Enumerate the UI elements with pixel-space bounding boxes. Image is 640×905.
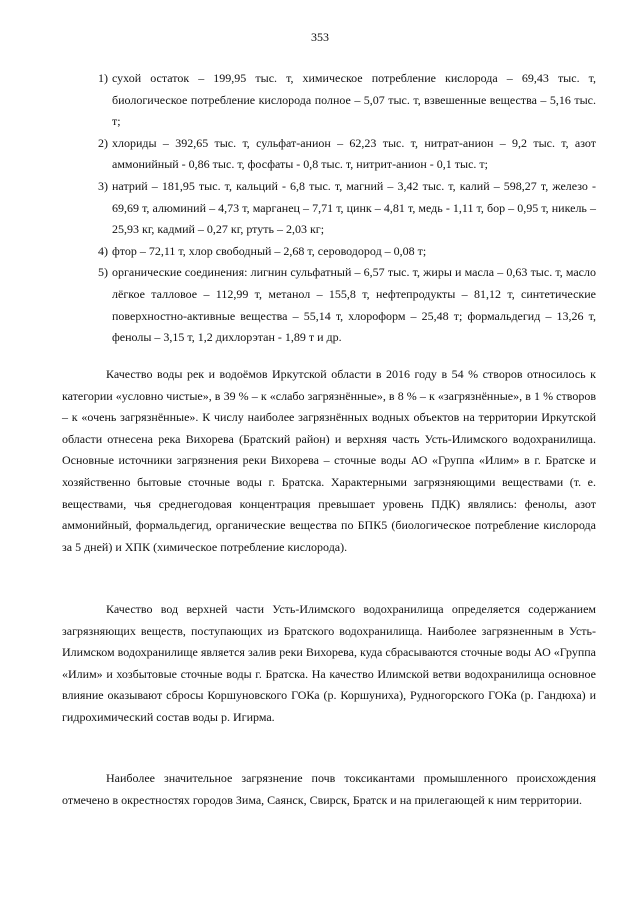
list-item-text: органические соединения: лигнин сульфатный – 6,57 тыс. т, жиры и масла – 0,63 тыс. т, масло лёгкое талловое – 112,99 т, метанол – 155,8 т, нефтепродукты – 81,12 т, синтетические поверхностно-активные вещества – 55,14 т, хлороформ – 25,48 т; формальдегид – 13,26 т, фенолы – 3,15 т, 1,2 дихлорэтан - 1,89 т и др. <box>112 265 596 345</box>
list-marker: 3) <box>98 178 108 193</box>
list-marker: 1) <box>98 71 108 85</box>
list-item <box>84 176 596 241</box>
list-item <box>84 262 596 348</box>
paragraph-soil-pollution: Наиболее значительное загрязнение почв токсикантами промышленного происхождения отмечено в окрестностях городов Зима, Саянск, Свирск, Братск и на прилегающей к ним территории. <box>62 771 596 807</box>
list-item-text: фтор – 72,11 т, хлор свободный – 2,68 т, сероводород – 0,08 т; <box>112 243 427 258</box>
list-item <box>84 68 596 133</box>
list-marker: 5) <box>98 265 108 280</box>
paragraph-water-quality: Качество воды рек и водоёмов Иркутской области в 2016 году в 54 % створов относилось к категории «условно чистые», в 39 % – к «слабо загрязнённые», в 8 % – к «загрязнённые», в 1 % створов – к «очень загрязнённые». К числу наиболее загрязнённых водных объектов на территории Иркутской области отнесена река Вихорева (Братский район) и верхняя часть Усть-Илимского водохранилища. Основные источники загрязнения реки Вихорева – сточные воды АО «Группа «Илим» в г. Братске и хозяйственно бытовые сточные воды г. Братска. Характерными загрязняющими веществами (т. е. веществами, чья среднегодовая концентрация превышает уровень ПДК) являлись: фенолы, азот аммонийный, формальдегид, органические вещества по БПК5 (биологическое потребление кислорода за 5 дней) и ХПК (химическое потребление кислорода). <box>62 367 596 554</box>
list-item-text: хлориды – 392,65 тыс. т, сульфат-анион – 62,23 тыс. т, нитрат-анион – 9,2 тыс. т, азот аммонийный - 0,86 тыс. т, фосфаты - 0,8 тыс. т, нитрит-анион - 0,1 тыс. т; <box>112 135 596 172</box>
page-number: 353 <box>311 30 329 44</box>
list-item <box>84 241 596 263</box>
pollutant-list <box>84 68 596 349</box>
list-item <box>84 133 596 176</box>
list-item-text: натрий – 181,95 тыс. т, кальций - 6,8 тыс. т, магний – 3,42 тыс. т, калий – 598,27 т, железо - 69,69 т, алюминий – 4,73 т, марганец – 7,71 т, цинк – 4,81 т, медь - 1,11 т, бор – 0,95 т, никель – 25,93 кг, кадмий – 0,27 кг, ртуть – 2,03 кг; <box>112 178 596 237</box>
paragraph-reservoir-quality: Качество вод верхней части Усть-Илимского водохранилища определяется содержанием загрязняющих веществ, поступающих из Братского водохранилища. Наиболее загрязненным в Усть-Илимском водохранилище является залив реки Вихорева, куда сбрасываются сточные воды АО «Группа «Илим» и хозбытовые сточные воды г. Братска. На качество Илимской ветви водохранилища основное влияние оказывают сбросы Коршуновского ГОКа (р. Коршуниха), Рудногорского ГОКа (р. Гандюха) и гидрохимический состав воды р. Игирма. <box>62 602 596 724</box>
list-item-text: сухой остаток – 199,95 тыс. т, химическое потребление кислорода – 69,43 тыс. т, биологическое потребление кислорода полное – 5,07 тыс. т, взвешенные вещества – 5,16 тыс. т; <box>112 71 596 129</box>
list-marker: 4) <box>98 243 108 258</box>
list-marker: 2) <box>98 135 108 150</box>
